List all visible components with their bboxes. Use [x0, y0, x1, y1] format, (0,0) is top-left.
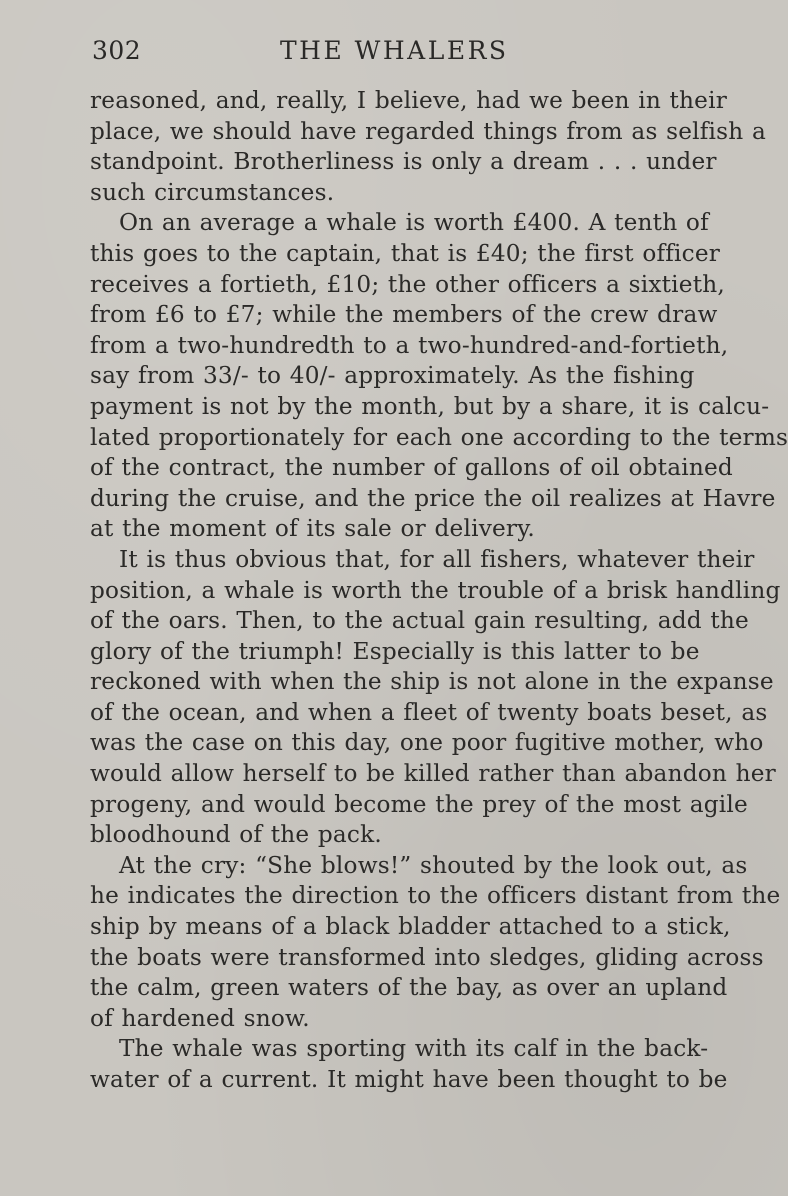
- text-line: from £6 to £7; while the members of the crew draw: [90, 301, 718, 329]
- text-line: of the ocean, and when a fleet of twenty boats beset, as: [90, 698, 768, 726]
- text-line: this goes to the captain, that is £40; the first officer: [90, 239, 721, 267]
- text-line: would allow herself to be killed rather than abandon her: [90, 760, 776, 788]
- text-line: he indicates the direction to the officers distant from the: [90, 882, 781, 910]
- text-line: standpoint. Brotherliness is only a dream . . . under: [90, 148, 717, 176]
- text-line: the boats were transformed into sledges, gliding across: [90, 943, 764, 971]
- text-line: receives a fortieth, £10; the other officers a sixtieth,: [90, 270, 725, 298]
- text-line: glory of the triumph! Especially is this latter to be: [90, 637, 700, 665]
- text-line: ship by means of a black bladder attached to a stick,: [90, 913, 731, 941]
- text-line: of hardened snow.: [90, 1004, 310, 1032]
- text-line: It is thus obvious that, for all fishers, whatever their: [119, 545, 755, 573]
- running-head: THE WHALERS: [280, 36, 509, 65]
- text-line: On an average a whale is worth £400. A tenth of: [119, 209, 709, 237]
- text-line: bloodhound of the pack.: [90, 821, 382, 849]
- text-line: the calm, green waters of the bay, as over an upland: [90, 974, 728, 1002]
- text-line: reasoned, and, really, I believe, had we been in their: [90, 87, 728, 114]
- text-line: at the moment of its sale or delivery.: [90, 515, 535, 543]
- text-line: of the oars. Then, to the actual gain resulting, add the: [90, 607, 749, 635]
- text-line: position, a whale is worth the trouble of a brisk handling: [90, 576, 781, 604]
- text-line: progeny, and would become the prey of the most agile: [90, 790, 748, 818]
- text-line: was the case on this day, one poor fugitive mother, who: [90, 729, 764, 757]
- text-line: At the cry: “She blows!” shouted by the look out, as: [119, 851, 748, 879]
- text-line: payment is not by the month, but by a share, it is calcu-: [90, 392, 770, 420]
- text-line: from a two-hundredth to a two-hundred-and-fortieth,: [90, 331, 729, 359]
- body-text: [90, 86, 788, 1096]
- page-header: [92, 36, 682, 70]
- text-line: The whale was sporting with its calf in the back-: [119, 1035, 709, 1063]
- text-line: during the cruise, and the price the oil realizes at Havre: [90, 484, 776, 512]
- page-number: 302: [92, 36, 142, 65]
- text-line: lated proportionately for each one according to the terms: [90, 423, 788, 451]
- text-line: of the contract, the number of gallons of oil obtained: [90, 454, 733, 482]
- text-line: place, we should have regarded things from as selfish a: [90, 117, 766, 145]
- text-line: reckoned with when the ship is not alone in the expanse: [90, 668, 774, 696]
- text-line: such circumstances.: [90, 178, 335, 206]
- text-line: water of a current. It might have been thought to be: [90, 1066, 728, 1093]
- text-line: say from 33/- to 40/- approximately. As the fishing: [90, 362, 695, 390]
